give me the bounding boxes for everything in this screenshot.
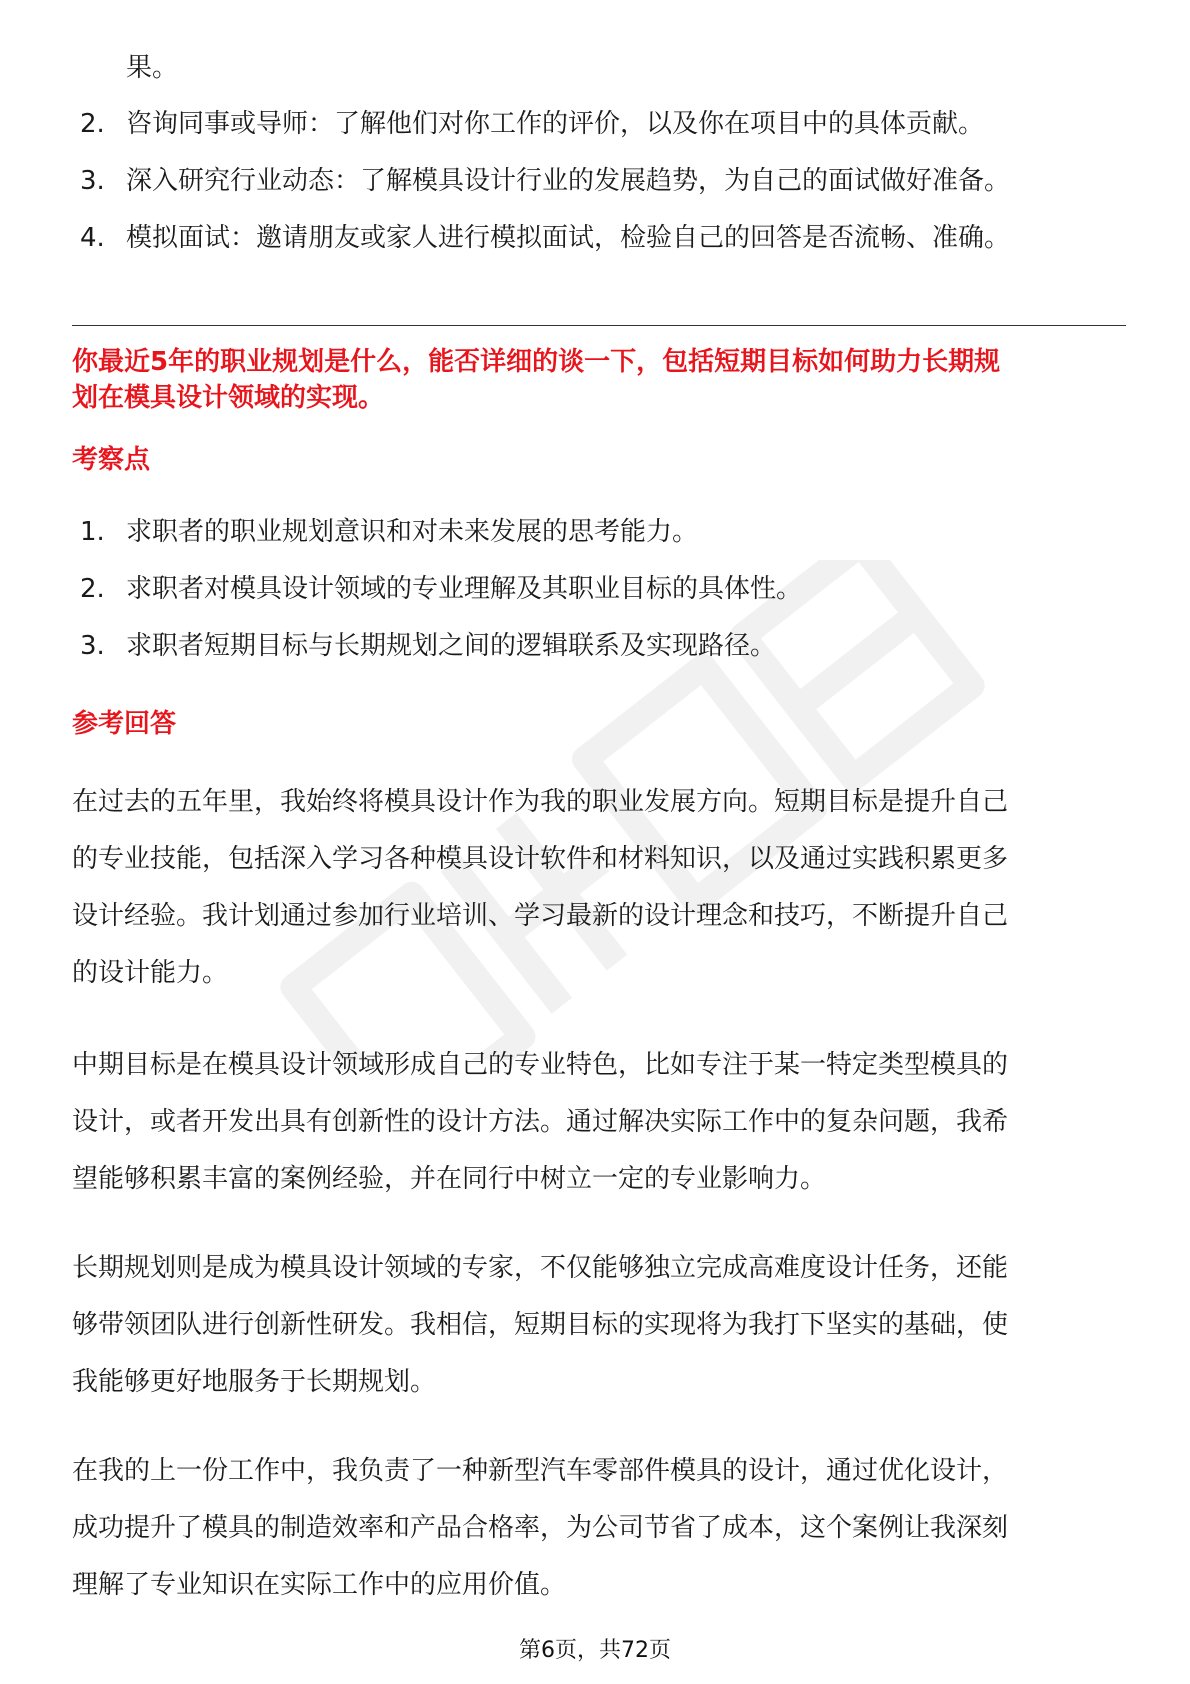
paragraph-line: 理解了专业知识在实际工作中的应用价值。 [72,1570,567,1600]
list-number: 2. [80,109,105,139]
paragraph-line: 设计，或者开发出具有创新性的设计方法。通过解决实际工作中的复杂问题，我希 [72,1107,1009,1137]
paragraph-line: 在我的上一份工作中，我负责了一种新型汽车零部件模具的设计，通过优化设计， [72,1456,1009,1486]
list-text: 求职者的职业规划意识和对未来发展的思考能力。 [126,517,699,547]
list-text: 咨询同事或导师：了解他们对你工作的评价，以及你在项目中的具体贡献。 [126,109,985,139]
answer-paragraph [72,1037,1128,1208]
question-heading [72,344,1132,416]
paragraph-line: 成功提升了模具的制造效率和产品合格率，为公司节省了成本，这个案例让我深刻 [72,1513,1009,1543]
list-number: 4. [80,223,105,253]
paragraph-line: 的专业技能，包括深入学习各种模具设计软件和材料知识，以及通过实践积累更多 [72,844,1009,874]
paragraph-line: 长期规划则是成为模具设计领域的专家，不仅能够独立完成高难度设计任务，还能 [72,1253,1009,1283]
paragraph-line: 我能够更好地服务于长期规划。 [72,1367,437,1397]
question-line: 你最近5年的职业规划是什么，能否详细的谈一下，包括短期目标如何助力长期规 [72,347,1001,377]
answer-paragraph [72,774,1128,1002]
list-text: 深入研究行业动态：了解模具设计行业的发展趋势，为自己的面试做好准备。 [126,166,1011,196]
preparation-list [80,104,1010,275]
list-item [80,626,802,683]
paragraph-line: 的设计能力。 [72,958,229,988]
paragraph-line: 望能够积累丰富的案例经验，并在同行中树立一定的专业影响力。 [72,1164,827,1194]
list-item [80,104,1010,161]
answer-heading: 参考回答 [72,709,177,739]
paragraph-line: 设计经验。我计划通过参加行业培训、学习最新的设计理念和技巧，不断提升自己 [72,901,1009,931]
answer-paragraph [72,1240,1128,1411]
points-heading: 考察点 [72,445,151,475]
page-number-footer: 第6页，共72页 [519,1638,671,1663]
list-text: 模拟面试：邀请朋友或家人进行模拟面试，检验自己的回答是否流畅、准确。 [126,223,1011,253]
list-number: 3. [80,166,105,196]
section-divider [72,325,1126,326]
points-list [80,512,802,683]
continuation-text: 果。 [126,53,179,83]
paragraph-line: 在过去的五年里，我始终将模具设计作为我的职业发展方向。短期目标是提升自己 [72,787,1009,817]
answer-paragraph [72,1443,1128,1614]
paragraph-line: 中期目标是在模具设计领域形成自己的专业特色，比如专注于某一特定类型模具的 [72,1050,1009,1080]
question-line: 划在模具设计领域的实现。 [72,383,385,413]
list-number: 1. [80,517,105,547]
list-number: 3. [80,631,105,661]
list-item [80,512,802,569]
list-item [80,218,1010,275]
list-number: 2. [80,574,105,604]
list-item [80,161,1010,218]
list-text: 求职者短期目标与长期规划之间的逻辑联系及实现路径。 [126,631,777,661]
list-item [80,569,802,626]
paragraph-line: 够带领团队进行创新性研发。我相信，短期目标的实现将为我打下坚实的基础，使 [72,1310,1009,1340]
list-text: 求职者对模具设计领域的专业理解及其职业目标的具体性。 [126,574,803,604]
